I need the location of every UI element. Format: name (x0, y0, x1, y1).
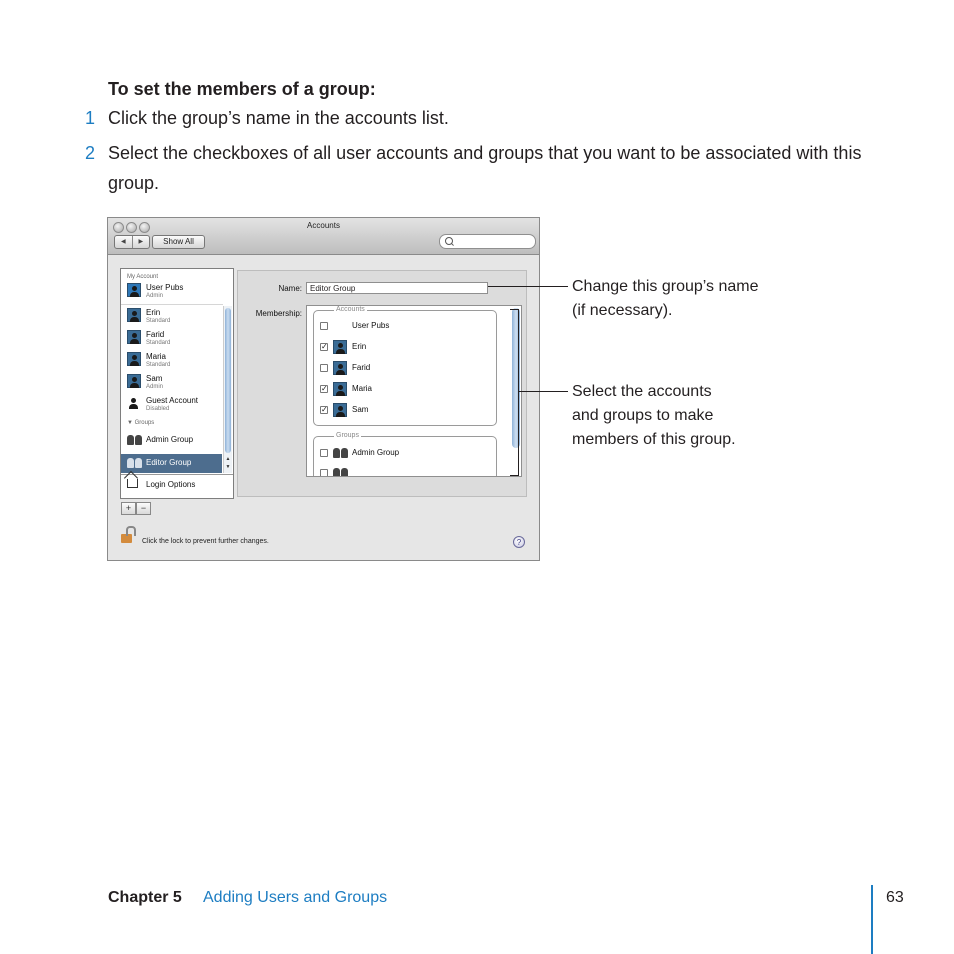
account-role: Disabled (146, 406, 170, 412)
member-checkbox[interactable] (320, 469, 328, 477)
group-item-admin[interactable] (127, 431, 225, 449)
remove-account-button[interactable]: − (136, 502, 151, 515)
account-role: Standard (146, 362, 171, 368)
avatar (127, 374, 141, 388)
member-row-maria (320, 382, 490, 396)
account-item-sam[interactable] (127, 372, 225, 392)
member-checkbox[interactable]: ✓ (321, 405, 328, 414)
divider (121, 304, 223, 305)
search-field[interactable] (439, 234, 536, 249)
callout-leader-name (488, 286, 568, 287)
footer-chapter-title: Adding Users and Groups (203, 889, 388, 906)
account-role: Admin (146, 384, 164, 390)
member-row-farid (320, 361, 490, 375)
member-row-partial (320, 466, 490, 477)
footer-chapter: Chapter 5 (108, 889, 182, 906)
group-item-editor[interactable] (121, 454, 222, 473)
avatar (333, 340, 347, 354)
groups-box-title: Groups (336, 432, 359, 439)
scrollbar-thumb[interactable] (225, 308, 231, 453)
account-name: Maria (146, 352, 167, 361)
avatar (127, 330, 141, 344)
section-heading: To set the members of a group: (108, 79, 376, 99)
bracket-bottom (510, 475, 519, 476)
accounts-window (107, 217, 540, 561)
window-title: Accounts (307, 221, 340, 230)
account-name: Guest Account (146, 396, 199, 405)
member-row-admin-group (320, 446, 490, 460)
group-name-field[interactable]: Editor Group (306, 282, 488, 294)
lock-status-text: Click the lock to prevent further changes. (142, 538, 269, 545)
search-icon (445, 237, 453, 245)
callout-line-text: and groups to make (572, 407, 714, 424)
account-name: Farid (146, 330, 165, 339)
avatar (333, 361, 347, 375)
member-name: Sam (352, 405, 369, 414)
back-button[interactable]: ◀ (120, 239, 126, 245)
my-account-label: My Account (127, 274, 159, 280)
member-checkbox[interactable] (320, 322, 328, 330)
group-name: Editor Group (146, 458, 192, 467)
account-role: Standard (146, 318, 171, 324)
group-icon (127, 458, 143, 468)
sidebar-scrollbar[interactable] (223, 306, 232, 473)
member-name: Maria (352, 384, 373, 393)
account-item-user-pubs[interactable] (127, 281, 225, 301)
callout-name (572, 275, 759, 323)
help-button[interactable]: ? (513, 536, 525, 548)
account-name: Erin (146, 308, 161, 317)
member-name: Erin (352, 342, 367, 351)
member-name: User Pubs (352, 321, 390, 330)
account-item-maria[interactable] (127, 350, 225, 370)
callout-line-text: (if necessary). (572, 302, 673, 319)
home-icon (127, 479, 138, 488)
groups-box (313, 432, 497, 477)
footer-rule (871, 885, 873, 954)
lock-icon[interactable] (121, 534, 132, 543)
step-number: 1 (85, 108, 96, 128)
login-options-item[interactable] (127, 476, 225, 494)
member-checkbox[interactable] (320, 364, 328, 372)
account-role: Admin (146, 293, 164, 299)
callout-line-text: Change this group’s name (572, 278, 759, 295)
group-icon (127, 435, 143, 445)
bracket-vertical (518, 309, 519, 476)
step-number: 2 (85, 143, 96, 163)
forward-button[interactable]: ▶ (132, 236, 150, 248)
group-icon (333, 448, 349, 458)
callout-leader-membership (519, 391, 568, 392)
page-number: 63 (886, 889, 904, 906)
divider (121, 474, 233, 475)
back-forward-buttons (114, 235, 150, 249)
avatar (333, 403, 347, 417)
person-icon (127, 396, 141, 410)
add-account-button[interactable]: + (121, 502, 136, 515)
callout-membership (572, 380, 736, 452)
name-label: Name: (278, 284, 302, 293)
avatar (127, 283, 141, 297)
membership-label: Membership: (255, 309, 302, 318)
member-row-sam (320, 403, 490, 417)
avatar (127, 352, 141, 366)
step-text: Select the checkboxes of all user accounts and groups that you want to be associated with this group. (108, 143, 862, 193)
scroll-up-arrow[interactable]: ▲ (225, 456, 231, 462)
avatar (333, 382, 347, 396)
member-checkbox[interactable]: ✓ (321, 342, 328, 351)
group-name: Admin Group (146, 435, 194, 444)
groups-label[interactable]: ▼ Groups (127, 420, 155, 426)
account-role: Standard (146, 340, 171, 346)
member-row-erin (320, 340, 490, 354)
login-options-label: Login Options (146, 480, 196, 489)
step-text: Click the group’s name in the accounts list. (108, 108, 449, 128)
membership-list (306, 305, 522, 477)
avatar (127, 308, 141, 322)
accounts-box (313, 306, 497, 426)
member-name: Admin Group (352, 448, 400, 457)
account-item-farid[interactable] (127, 328, 225, 348)
account-name: User Pubs (146, 283, 184, 292)
group-icon (333, 468, 349, 477)
member-name: Farid (352, 363, 371, 372)
group-settings-pane (237, 270, 527, 497)
account-name: Sam (146, 374, 163, 383)
callout-line-text: Select the accounts (572, 383, 712, 400)
callout-line-text: members of this group. (572, 431, 736, 448)
account-item-erin[interactable] (127, 306, 225, 326)
scroll-down-arrow[interactable]: ▼ (225, 464, 231, 470)
accounts-box-title: Accounts (336, 306, 365, 313)
member-row-user-pubs (320, 319, 490, 333)
show-all-button[interactable]: Show All (152, 235, 205, 249)
member-checkbox[interactable] (320, 449, 328, 457)
member-checkbox[interactable]: ✓ (321, 384, 328, 393)
title-bar (108, 218, 539, 255)
accounts-list (120, 268, 234, 499)
account-item-guest[interactable] (127, 394, 225, 414)
